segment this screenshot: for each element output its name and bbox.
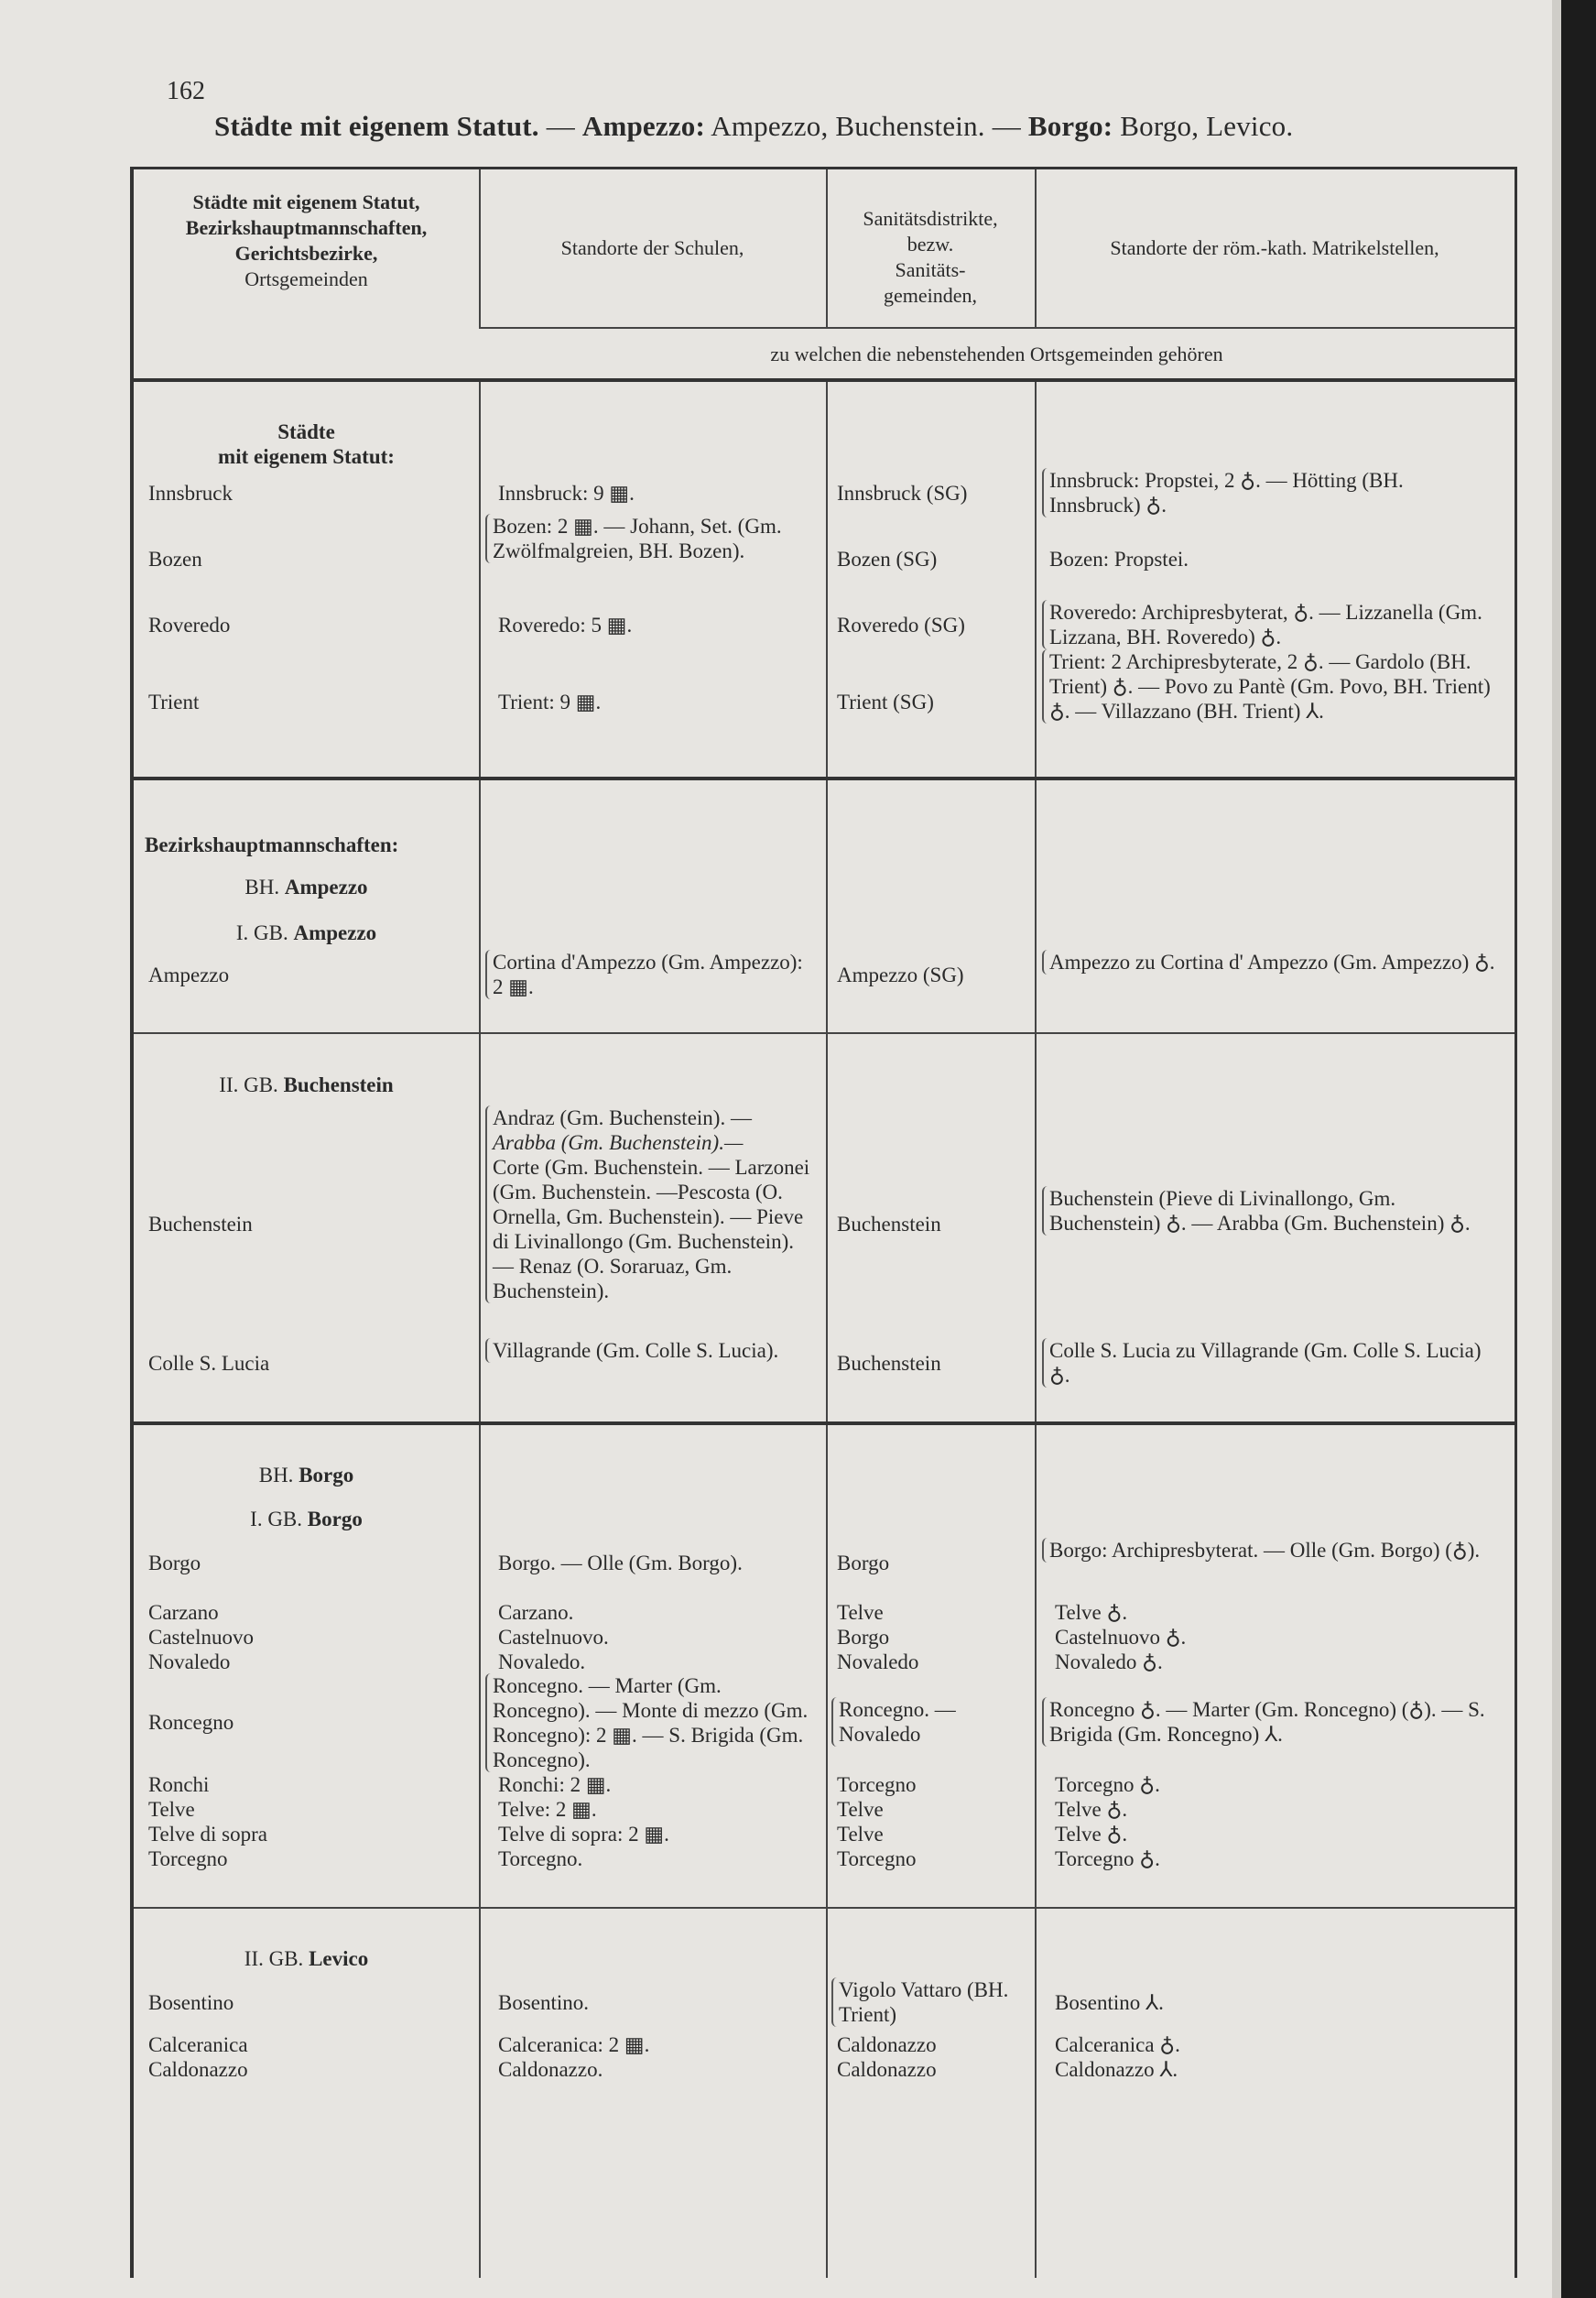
community-name: Bozen <box>148 548 202 571</box>
court-district-heading <box>134 1946 479 1971</box>
parish-location: Trient: 2 Archipresbyterate, 2 ♁. — Gardolo (BH. Trient) ♁. — Povo zu Pantè (Gm. Povo, BH. Trient) ♁. — Villazzano (BH. Trient) ⅄. <box>1042 649 1496 724</box>
sanitary-district: Roveredo (SG) <box>837 614 965 637</box>
header-col3-line: gemeinden, <box>883 284 978 307</box>
district-heading <box>134 1463 479 1487</box>
header-col3-line: Sanitätsdistrikte, <box>863 207 998 230</box>
section-heading: mit eigenem Statut: <box>218 445 395 468</box>
parish-location: Calceranica ♁. <box>1055 2033 1180 2056</box>
parish-location: Torcegno ♁. <box>1055 1847 1160 1870</box>
section-rule <box>134 1421 1515 1425</box>
community-name: Caldonazzo <box>148 2058 248 2081</box>
school-location <box>485 1105 811 1303</box>
section-heading: Bezirkshauptmannschaften: <box>145 833 399 856</box>
school-entry: Corte (Gm. Buchenstein. — Larzonei (Gm. Buchenstein. —Pescosta (O. Ornella, Gm. Buchenstein). — Pieve di Livinallongo (Gm. Buchenstein). — Renaz (O. Soraruaz, Gm. Buchenstein). <box>493 1156 810 1302</box>
community-name: Novaledo <box>148 1650 231 1673</box>
court-district-heading <box>134 1507 479 1531</box>
school-entry: Arabba (Gm. Buchenstein).— <box>493 1131 744 1154</box>
court-district-heading <box>134 1073 479 1097</box>
community-name: Colle S. Lucia <box>148 1352 270 1375</box>
school-location: Trient: 9 ▦. <box>498 691 602 713</box>
school-location: Bosentino. <box>498 1991 590 2014</box>
header-col3-line: bezw. <box>907 233 954 256</box>
running-head-part: Borgo, Levico. <box>1113 110 1294 142</box>
parish-location: Ampezzo zu Cortina d' Ampezzo (Gm. Ampezzo) ♁. <box>1042 950 1496 975</box>
running-head <box>214 110 1293 143</box>
community-name: Roveredo <box>148 614 231 637</box>
header-col4: Standorte der röm.-kath. Matrikelstellen, <box>1110 236 1439 259</box>
court-name: Borgo <box>307 1508 363 1530</box>
page-edge-shadow <box>1552 0 1561 2298</box>
sanitary-district: Roncegno. — Novaledo <box>831 1697 1018 1747</box>
court-name: Levico <box>309 1947 369 1970</box>
parish-location: Bozen: Propstei. <box>1049 548 1189 571</box>
community-name: Torcegno <box>148 1847 228 1870</box>
community-name: Ampezzo <box>148 964 230 986</box>
district-heading <box>134 875 479 899</box>
community-name: Ronchi <box>148 1773 210 1796</box>
community-name: Castelnuovo <box>148 1626 254 1649</box>
sanitary-district: Torcegno <box>837 1847 917 1870</box>
sanitary-district: Caldonazzo <box>837 2033 937 2056</box>
sanitary-district: Ampezzo (SG) <box>837 964 964 986</box>
district-prefix: BH. <box>244 876 280 899</box>
parish-location: Roveredo: Archipresbyterat, ♁. — Lizzanella (Gm. Lizzana, BH. Roveredo) ♁. <box>1042 600 1496 649</box>
school-location: Innsbruck: 9 ▦. <box>498 482 635 505</box>
school-location: Ronchi: 2 ▦. <box>498 1773 612 1796</box>
header-col1-line: Gerichtsbezirke, <box>234 242 378 265</box>
running-head-part: Borgo: <box>1027 110 1113 142</box>
court-name: Ampezzo <box>293 921 377 944</box>
school-location: Cortina d'Ampezzo (Gm. Ampezzo): 2 ▦. <box>485 950 811 999</box>
sanitary-district: Innsbruck (SG) <box>837 482 968 505</box>
community-name: Roncegno <box>148 1711 234 1734</box>
community-name: Bosentino <box>148 1991 234 2014</box>
row-rule <box>134 1032 1515 1034</box>
school-location: Telve di sopra: 2 ▦. <box>498 1823 669 1846</box>
parish-location: Buchenstein (Pieve di Livinallongo, Gm. Buchenstein) ♁. — Arabba (Gm. Buchenstein) ♁. <box>1042 1186 1496 1236</box>
section-heading: Städte <box>277 420 335 443</box>
school-entry: Andraz (Gm. Buchenstein). — <box>493 1106 752 1129</box>
school-location: Roveredo: 5 ▦. <box>498 614 633 637</box>
sanitary-district: Borgo <box>837 1626 890 1649</box>
school-location: Carzano. <box>498 1601 574 1624</box>
column-rule <box>1035 380 1037 2278</box>
parish-location: Castelnuovo ♁. <box>1055 1626 1187 1649</box>
header-col3 <box>826 206 1035 309</box>
parish-location: Roncegno ♁. — Marter (Gm. Roncegno) (♁). — S. Brigida (Gm. Roncegno) ⅄. <box>1042 1697 1496 1747</box>
running-head-part: Ampezzo, Buchenstein. — <box>705 110 1028 142</box>
sanitary-district: Bozen (SG) <box>837 548 938 571</box>
parish-location: Telve ♁. <box>1055 1823 1128 1846</box>
community-name: Carzano <box>148 1601 219 1624</box>
header-col1-line: Städte mit eigenem Statut, <box>192 191 420 213</box>
community-name: Trient <box>148 691 200 713</box>
district-name: Borgo <box>299 1464 354 1487</box>
school-location: Castelnuovo. <box>498 1626 609 1649</box>
column-rule <box>479 380 481 2278</box>
parish-location: Caldonazzo ⅄. <box>1055 2058 1178 2081</box>
header-col2: Standorte der Schulen, <box>560 236 744 259</box>
sanitary-district: Buchenstein <box>837 1213 941 1236</box>
sanitary-district: Telve <box>837 1823 884 1846</box>
running-head-part: Ampezzo: <box>581 110 706 142</box>
header-rule <box>479 327 1515 329</box>
community-name: Telve di sopra <box>148 1823 267 1846</box>
court-prefix: II. GB. <box>244 1947 304 1970</box>
school-location: Bozen: 2 ▦. — Johann, Set. (Gm. Zwölfmalgreien, BH. Bozen). <box>485 514 811 563</box>
running-head-part: — <box>538 110 582 142</box>
sanitary-district: Torcegno <box>837 1773 917 1796</box>
header-bottom-rule <box>134 378 1515 382</box>
sanitary-district: Telve <box>837 1798 884 1821</box>
parish-location: Novaledo ♁. <box>1055 1650 1163 1673</box>
school-location: Caldonazzo. <box>498 2058 603 2081</box>
court-prefix: I. GB. <box>235 921 288 944</box>
row-rule <box>134 1907 1515 1909</box>
column-rule <box>826 380 828 2278</box>
school-location: Roncegno. — Marter (Gm. Roncegno). — Monte di mezzo (Gm. Roncegno): 2 ▦. — S. Brigida (Gm. Roncegno). <box>485 1673 811 1772</box>
district-name: Ampezzo <box>284 876 368 899</box>
community-name: Innsbruck <box>148 482 233 505</box>
header-col3-line: Sanitäts- <box>895 258 966 281</box>
community-name: Borgo <box>148 1552 201 1574</box>
school-location: Borgo. — Olle (Gm. Borgo). <box>498 1552 743 1574</box>
parish-location: Bosentino ⅄. <box>1055 1991 1164 2014</box>
community-name: Buchenstein <box>148 1213 253 1236</box>
page-number: 162 <box>167 77 205 105</box>
community-name: Telve <box>148 1798 195 1821</box>
sanitary-district: Caldonazzo <box>837 2058 937 2081</box>
running-head-part: Städte mit eigenem Statut. <box>214 110 539 142</box>
header-col1-line: Bezirkshauptmannschaften, <box>185 216 428 239</box>
district-prefix: BH. <box>258 1464 294 1487</box>
header-col1 <box>134 190 479 292</box>
school-location: Telve: 2 ▦. <box>498 1798 597 1821</box>
section-rule <box>134 777 1515 780</box>
header-subline: zu welchen die nebenstehenden Ortsgemeinden gehören <box>770 343 1223 365</box>
court-prefix: I. GB. <box>250 1508 303 1530</box>
court-district-heading <box>134 920 479 945</box>
court-name: Buchenstein <box>283 1073 394 1096</box>
school-location: Novaledo. <box>498 1650 586 1673</box>
parish-location: Torcegno ♁. <box>1055 1773 1160 1796</box>
school-location: Calceranica: 2 ▦. <box>498 2033 650 2056</box>
parish-location: Borgo: Archipresbyterat. — Olle (Gm. Borgo) (♁). <box>1042 1538 1496 1563</box>
parish-location: Innsbruck: Propstei, 2 ♁. — Hötting (BH. Innsbruck) ♁. <box>1042 468 1496 517</box>
sanitary-district: Trient (SG) <box>837 691 934 713</box>
page-edge <box>1561 0 1596 2298</box>
directory-table <box>130 167 1517 2278</box>
header-col1-line: Ortsgemeinden <box>244 267 368 290</box>
court-prefix: II. GB. <box>219 1073 278 1096</box>
sanitary-district: Novaledo <box>837 1650 919 1673</box>
parish-location: Colle S. Lucia zu Villagrande (Gm. Colle S. Lucia) ♁. <box>1042 1338 1496 1388</box>
school-location: Villagrande (Gm. Colle S. Lucia). <box>485 1338 811 1363</box>
parish-location: Telve ♁. <box>1055 1601 1128 1624</box>
sanitary-district: Buchenstein <box>837 1352 941 1375</box>
sanitary-district: Borgo <box>837 1552 890 1574</box>
sanitary-district: Telve <box>837 1601 884 1624</box>
parish-location: Telve ♁. <box>1055 1798 1128 1821</box>
school-location: Torcegno. <box>498 1847 583 1870</box>
community-name: Calceranica <box>148 2033 248 2056</box>
sanitary-district: Vigolo Vattaro (BH. Trient) <box>831 1977 1018 2027</box>
